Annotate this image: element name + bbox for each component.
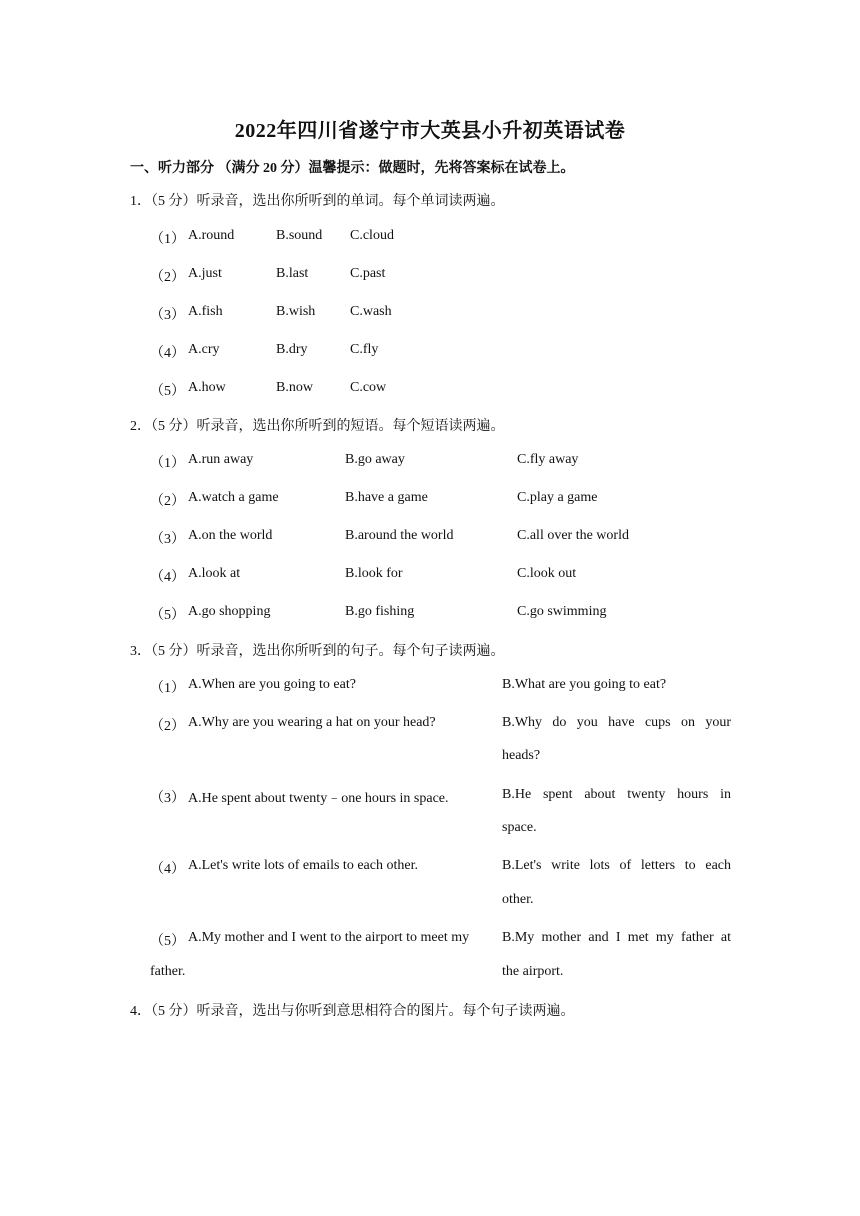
option-b-continued: heads? [502,748,541,763]
option-a: A.run away [188,452,254,467]
option-b: B.He spent about twenty hours in [502,787,731,802]
option-c: C.go swimming [517,604,607,619]
option-a: A.just [188,266,222,281]
option-c: C.look out [517,566,577,581]
option-a: A.go shopping [188,604,271,619]
item-number: （2） [150,719,185,734]
option-b: B.now [276,380,313,395]
option-b: B.look for [345,566,403,581]
option-b-continued: space. [502,820,537,835]
option-b: B.go fishing [345,604,415,619]
item-number: （4） [150,862,185,877]
item-number: （3） [150,791,185,806]
item-number: （5） [150,934,185,949]
option-c: C.past [350,266,386,281]
option-c: C.all over the world [517,528,629,543]
item-number: （1） [150,232,185,247]
option-c: C.cloud [350,228,394,243]
item-number: （2） [150,494,185,509]
option-b-continued: the airport. [502,964,564,979]
question-1-header: 1．（5 分）听录音，选出你所听到的单词。每个单词读两遍。 [130,194,505,209]
option-c: C.fly away [517,452,579,467]
option-a: A.how [188,380,226,395]
option-a: A.He spent about twenty﹣one hours in space. [188,791,449,806]
item-number: （3） [150,532,185,547]
question-4-header: 4．（5 分）听录音，选出与你听到意思相符合的图片。每个句子读两遍。 [130,1004,575,1019]
option-c: C.cow [350,380,387,395]
option-a: A.My mother and I went to the airport to meet my [188,930,470,945]
option-b: B.last [276,266,309,281]
option-b: B.go away [345,452,405,467]
option-a: A.fish [188,304,223,319]
option-b: B.Let's write lots of letters to each [502,858,731,873]
option-b: B.Why do you have cups on your [502,715,731,730]
option-a: A.look at [188,566,241,581]
item-number: （1） [150,456,185,471]
option-c: C.wash [350,304,392,319]
item-number: （4） [150,346,185,361]
option-a: A.round [188,228,235,243]
option-a-continued: father. [150,964,186,979]
section-heading: 一、听力部分 （满分 20 分）温馨提示：做题时，先将答案标在试卷上。 [130,161,575,176]
option-b: B.dry [276,342,308,357]
option-a: A.cry [188,342,220,357]
item-number: （5） [150,384,185,399]
option-a: A.on the world [188,528,273,543]
option-b: B.have a game [345,490,428,505]
question-2-header: 2．（5 分）听录音，选出你所听到的短语。每个短语读两遍。 [130,419,505,434]
item-number: （3） [150,308,185,323]
item-number: （5） [150,608,185,623]
option-c: C.play a game [517,490,598,505]
option-a: A.watch a game [188,490,279,505]
item-number: （2） [150,270,185,285]
option-a: A.When are you going to eat? [188,677,356,692]
page-title: 2022年四川省遂宁市大英县小升初英语试卷 [234,120,626,142]
question-3-header: 3．（5 分）听录音，选出你所听到的句子。每个句子读两遍。 [130,644,505,659]
option-a: A.Why are you wearing a hat on your head? [188,715,436,730]
option-b: B.My mother and I met my father at [502,930,731,945]
option-b: B.What are you going to eat? [502,677,667,692]
option-b: B.wish [276,304,316,319]
option-a: A.Let's write lots of emails to each other. [188,858,418,873]
option-c: C.fly [350,342,379,357]
option-b: B.sound [276,228,323,243]
option-b-continued: other. [502,892,534,907]
option-b: B.around the world [345,528,454,543]
item-number: （1） [150,681,185,696]
item-number: （4） [150,570,185,585]
